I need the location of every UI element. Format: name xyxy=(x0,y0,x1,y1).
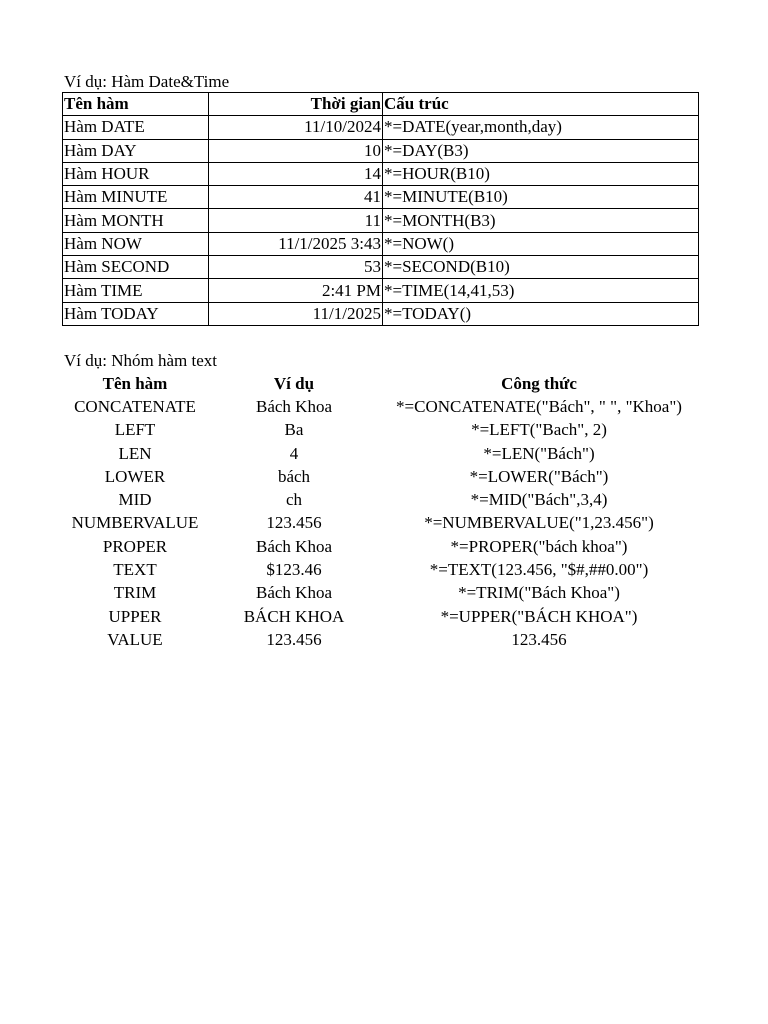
formula-cell: *=NUMBERVALUE("1,23.456") xyxy=(424,513,654,533)
table-row xyxy=(63,279,699,302)
formula-cell: *=HOUR(B10) xyxy=(383,162,699,185)
formula-cell: *=LEFT("Bach", 2) xyxy=(471,420,607,440)
table-row xyxy=(63,302,699,325)
table-row xyxy=(62,628,698,651)
function-name-cell: UPPER xyxy=(108,606,162,626)
table-row xyxy=(62,419,698,442)
function-name-cell: Hàm TIME xyxy=(63,279,209,302)
formula-cell: *=DAY(B3) xyxy=(383,139,699,162)
formula-cell: *=MID("Bách",3,4) xyxy=(470,490,608,510)
function-name-cell: Hàm TODAY xyxy=(63,302,209,325)
example-cell: 123.456 xyxy=(266,629,322,649)
table-row xyxy=(62,605,698,628)
formula-cell: *=TODAY() xyxy=(383,302,699,325)
formula-cell: *=SECOND(B10) xyxy=(383,256,699,279)
table-row xyxy=(63,209,699,232)
time-value-cell: 41 xyxy=(209,186,383,209)
table-row xyxy=(63,232,699,255)
formula-cell: *=LEN("Bách") xyxy=(483,443,595,463)
header-time: Thời gian xyxy=(209,93,383,116)
table-row xyxy=(62,535,698,558)
function-name-cell: Hàm MINUTE xyxy=(63,186,209,209)
function-name-cell: TRIM xyxy=(113,583,157,603)
table-row xyxy=(62,442,698,465)
time-value-cell: 11/1/2025 3:43 xyxy=(209,232,383,255)
example-cell: ch xyxy=(285,490,303,510)
table-row xyxy=(63,162,699,185)
time-value-cell: 10 xyxy=(209,139,383,162)
formula-cell: *=TIME(14,41,53) xyxy=(383,279,699,302)
formula-cell: *=LOWER("Bách") xyxy=(469,466,609,486)
table-row xyxy=(62,395,698,418)
function-name-cell: LEFT xyxy=(114,420,156,440)
example-cell: 4 xyxy=(289,443,299,463)
time-value-cell: 14 xyxy=(209,162,383,185)
formula-cell: 123.456 xyxy=(511,629,567,649)
time-value-cell: 53 xyxy=(209,256,383,279)
header-function-name: Tên hàm xyxy=(63,93,209,116)
text-header-row xyxy=(62,372,698,395)
formula-cell: *=NOW() xyxy=(383,232,699,255)
example-cell: $123.46 xyxy=(266,560,322,580)
function-name-cell: Hàm DATE xyxy=(63,116,209,139)
text-functions-caption: Ví dụ: Nhóm hàm text xyxy=(64,351,217,370)
datetime-header-row xyxy=(63,93,699,116)
example-cell: Bách Khoa xyxy=(255,396,332,416)
formula-cell: *=DATE(year,month,day) xyxy=(383,116,699,139)
time-value-cell: 11 xyxy=(209,209,383,232)
formula-cell: *=PROPER("bách khoa") xyxy=(450,536,628,556)
header-example: Ví dụ xyxy=(273,373,315,393)
text-functions-table xyxy=(62,372,698,652)
table-row xyxy=(62,512,698,535)
function-name-cell: Hàm SECOND xyxy=(63,256,209,279)
header-structure: Cấu trúc xyxy=(383,93,699,116)
function-name-cell: PROPER xyxy=(102,536,168,556)
table-row xyxy=(62,465,698,488)
example-cell: BÁCH KHOA xyxy=(243,606,345,626)
function-name-cell: TEXT xyxy=(113,560,157,580)
time-value-cell: 2:41 PM xyxy=(209,279,383,302)
formula-cell: *=TEXT(123.456, "$#,##0.00") xyxy=(429,560,649,580)
table-row xyxy=(63,139,699,162)
function-name-cell: Hàm NOW xyxy=(63,232,209,255)
time-value-cell: 11/1/2025 xyxy=(209,302,383,325)
function-name-cell: LEN xyxy=(118,443,152,463)
time-value-cell: 11/10/2024 xyxy=(209,116,383,139)
function-name-cell: LOWER xyxy=(104,466,166,486)
table-row xyxy=(63,116,699,139)
datetime-caption: Ví dụ: Hàm Date&Time xyxy=(64,72,230,91)
formula-cell: *=CONCATENATE("Bách", " ", "Khoa") xyxy=(396,396,682,416)
example-cell: Ba xyxy=(284,420,304,440)
datetime-table xyxy=(62,92,699,326)
formula-cell: *=MINUTE(B10) xyxy=(383,186,699,209)
formula-cell: *=UPPER("BÁCH KHOA") xyxy=(440,606,638,626)
example-cell: Bách Khoa xyxy=(255,536,332,556)
function-name-cell: CONCATENATE xyxy=(74,396,196,416)
function-name-cell: NUMBERVALUE xyxy=(71,513,199,533)
header-formula: Công thức xyxy=(501,373,577,393)
function-name-cell: Hàm DAY xyxy=(63,139,209,162)
formula-cell: *=MONTH(B3) xyxy=(383,209,699,232)
table-row xyxy=(62,488,698,511)
function-name-cell: MID xyxy=(118,490,152,510)
example-cell: 123.456 xyxy=(266,513,322,533)
formula-cell: *=TRIM("Bách Khoa") xyxy=(458,583,620,603)
example-cell: Bách Khoa xyxy=(255,583,332,603)
table-row xyxy=(62,558,698,581)
header-function-name: Tên hàm xyxy=(102,373,168,393)
table-row xyxy=(63,186,699,209)
example-cell: bách xyxy=(277,466,311,486)
table-row xyxy=(62,582,698,605)
function-name-cell: Hàm HOUR xyxy=(63,162,209,185)
function-name-cell: VALUE xyxy=(107,629,163,649)
table-row xyxy=(63,256,699,279)
function-name-cell: Hàm MONTH xyxy=(63,209,209,232)
